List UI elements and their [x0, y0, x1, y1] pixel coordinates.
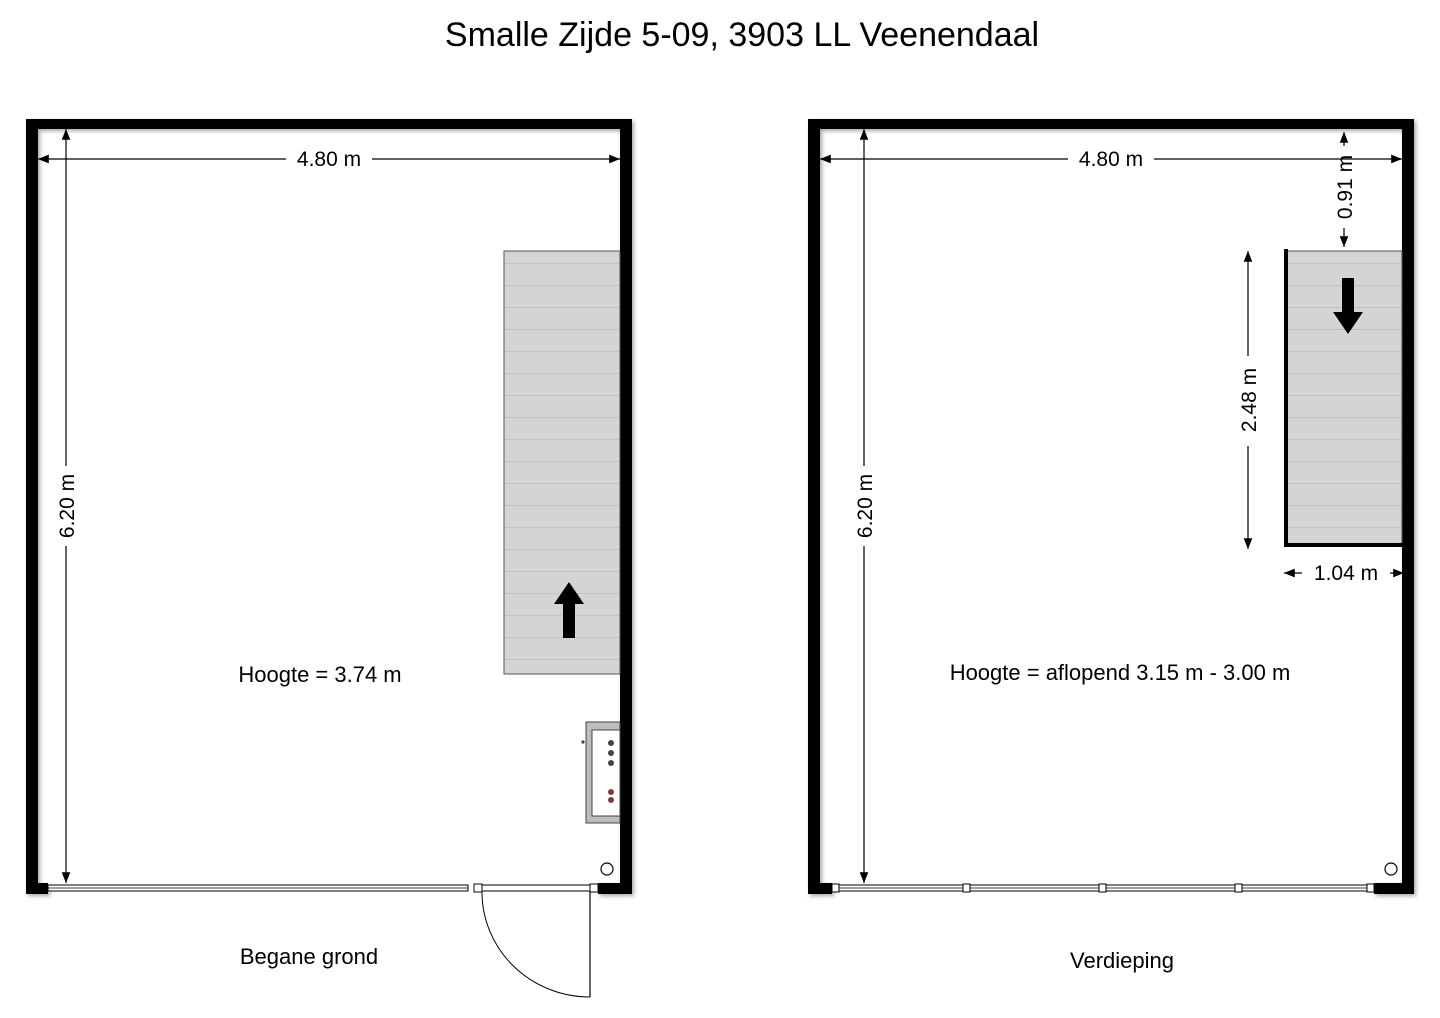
page-title: Smalle Zijde 5-09, 3903 LL Veenendaal	[444, 16, 1040, 54]
drain-icon	[601, 863, 613, 875]
ground-floor-depth-label: 6.20 m	[56, 473, 79, 539]
ground-floor-name: Begane grond	[239, 944, 379, 969]
upper-floor-height-label: Hoogte = aflopend 3.15 m - 3.00 m	[949, 660, 1291, 685]
upper-floor-windows	[832, 884, 1374, 892]
door-swing	[482, 892, 590, 997]
upper-floor-plan	[808, 119, 1414, 973]
cooktop-unit	[581, 722, 620, 823]
ground-floor-width-label: 4.80 m	[296, 148, 362, 171]
upper-floor-depth-label: 6.20 m	[854, 473, 877, 539]
upper-floor-width-label: 4.80 m	[1078, 148, 1144, 171]
stair-width-label: 1.04 m	[1313, 562, 1379, 585]
upper-floor-name: Verdieping	[1070, 948, 1174, 973]
stair-length-label: 2.48 m	[1238, 367, 1261, 433]
ground-floor-height-label: Hoogte = 3.74 m	[238, 662, 402, 687]
drain-icon	[1385, 863, 1397, 875]
ground-floor-plan	[26, 119, 632, 997]
ground-floor-staircase	[504, 251, 620, 674]
stair-offset-label: 0.91 m	[1334, 154, 1357, 220]
